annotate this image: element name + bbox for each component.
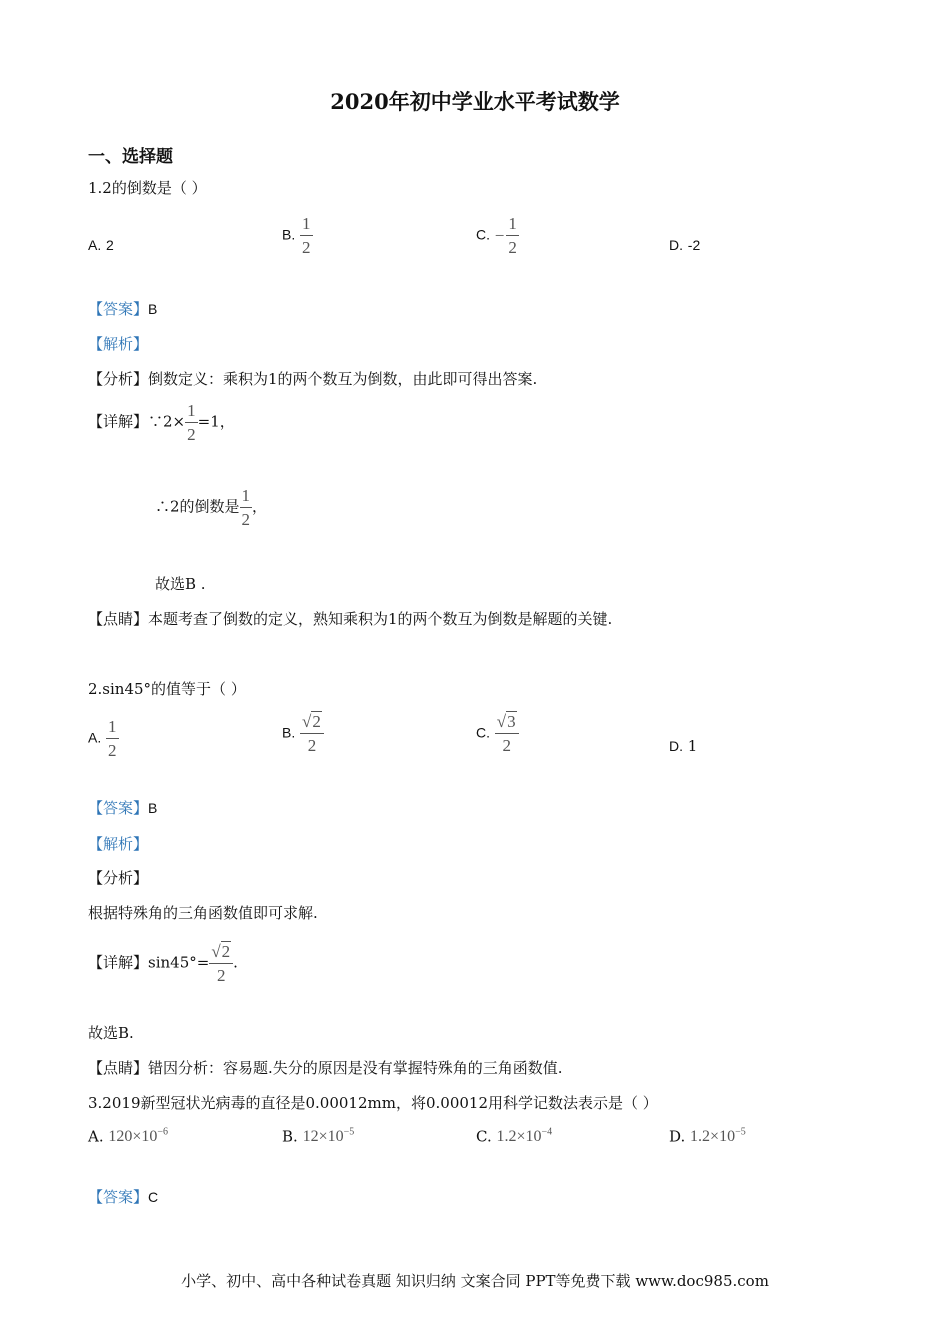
- q2-fenxi-text: 根据特殊角的三角函数值即可求解.: [88, 904, 318, 922]
- denominator: 2: [502, 736, 511, 755]
- q1-step-2: [155, 487, 267, 528]
- fraction: [240, 487, 253, 528]
- denominator: 2: [307, 736, 317, 755]
- q2-step-2: 故选B.: [88, 1024, 134, 1042]
- numerator: 1: [302, 214, 311, 233]
- q1-xiangjie: [88, 402, 235, 443]
- radical-sign: √: [496, 712, 507, 731]
- option-label: A.: [88, 729, 102, 746]
- sci-base: 12×10: [302, 1128, 344, 1146]
- numerator: 1: [241, 486, 251, 505]
- q1-option-d: [669, 236, 700, 254]
- q3-option-a: [88, 1127, 168, 1146]
- q1-option-a: [88, 236, 114, 254]
- fraction: [506, 215, 519, 256]
- radicand: 3: [507, 712, 516, 731]
- option-label: B.: [282, 1127, 298, 1146]
- sqrt-symbol: [302, 713, 322, 730]
- option-label: B.: [282, 226, 296, 243]
- q1-jiexi-tag: 【解析】: [88, 335, 149, 353]
- q2-xiangjie: [88, 943, 238, 984]
- denominator: 2: [187, 425, 196, 444]
- denominator: 2: [108, 741, 117, 760]
- question-1-stem: 1.2的倒数是（ ）: [88, 179, 207, 197]
- xiangjie-pre: sin45°=: [148, 953, 210, 972]
- option-value: 2: [106, 237, 114, 253]
- q2-dianjing: [88, 1057, 563, 1078]
- q2-jiexi-tag: 【解析】: [88, 835, 149, 853]
- q2-option-c: [476, 713, 519, 754]
- question-2-stem: 2.sin45°的值等于（ ）: [88, 680, 246, 698]
- option-label: D.: [669, 738, 683, 754]
- step-post: ，: [252, 497, 268, 516]
- option-label: A.: [88, 1127, 104, 1146]
- sci-base: 120×10: [108, 1128, 158, 1146]
- radicand: 2: [312, 712, 321, 731]
- page-footer: 小学、初中、高中各种试卷真题 知识归纳 文案合同 PPT等免费下载 www.doc985.com: [181, 1272, 769, 1290]
- sci-notation: [303, 1128, 355, 1145]
- numerator: [495, 713, 519, 733]
- dianjing-tag: 【点睛】: [88, 610, 149, 628]
- denominator: 2: [302, 238, 311, 257]
- sci-base: 1.2×10: [496, 1128, 542, 1146]
- xiangjie-post: =1，: [197, 412, 235, 431]
- q3-answer: [88, 1186, 158, 1207]
- answer-tag: 【答案】: [88, 300, 149, 318]
- numerator: 1: [108, 717, 117, 736]
- fraction: [106, 718, 119, 759]
- numerator: [300, 713, 324, 733]
- fraction: [495, 713, 519, 754]
- sci-notation: [108, 1128, 168, 1145]
- q1-fenxi: [88, 368, 537, 389]
- answer-tag: 【答案】: [88, 799, 149, 817]
- radical-sign: √: [211, 942, 221, 961]
- q2-option-b: [282, 713, 324, 754]
- dianjing-text: 本题考查了倒数的定义，熟知乘积为1的两个数互为倒数是解题的关键.: [148, 610, 613, 628]
- answer-value: C: [148, 1189, 159, 1205]
- question-3-stem: 3.2019新型冠状光病毒的直径是0.00012mm，将0.00012用科学记数法表示是（ ）: [88, 1094, 658, 1112]
- step-pre: ∴2的倒数是: [155, 497, 240, 516]
- option-label: D.: [669, 237, 683, 253]
- numerator: 1: [187, 401, 196, 420]
- fraction: [300, 215, 313, 256]
- fenxi-text: 倒数定义：乘积为1的两个数互为倒数，由此即可得出答案.: [148, 370, 538, 388]
- minus-sign: −: [494, 225, 505, 245]
- option-value: 1: [687, 737, 698, 755]
- denominator: 2: [508, 238, 517, 257]
- answer-value: B: [148, 301, 158, 317]
- option-label: D.: [669, 1127, 686, 1146]
- sci-base: 1.2×10: [690, 1128, 736, 1146]
- q2-option-a: [88, 718, 119, 759]
- q1-dianjing: [88, 608, 612, 629]
- sqrt-symbol: [497, 713, 517, 730]
- dianjing-tag: 【点睛】: [88, 1059, 149, 1077]
- page-title: 2020年初中学业水平考试数学: [330, 89, 620, 114]
- sci-exponent: −5: [343, 1127, 355, 1138]
- option-label: B.: [282, 724, 296, 741]
- numerator: 1: [508, 214, 517, 233]
- q3-option-b: [282, 1127, 354, 1146]
- radical-sign: √: [302, 712, 312, 731]
- q3-option-d: [669, 1127, 746, 1146]
- sci-exponent: −6: [157, 1127, 169, 1138]
- answer-tag: 【答案】: [88, 1188, 149, 1206]
- section-heading: 一、选择题: [88, 147, 173, 167]
- q1-step-3: 故选B .: [155, 575, 206, 593]
- option-label: C.: [476, 226, 490, 243]
- sci-notation: [690, 1128, 746, 1145]
- q1-option-b: [282, 215, 313, 256]
- xiangjie-pre: ∵2×: [148, 412, 186, 431]
- q3-option-c: [476, 1127, 552, 1146]
- answer-value: B: [148, 800, 158, 816]
- denominator: 2: [241, 510, 251, 529]
- xiangjie-post: .: [233, 953, 238, 972]
- option-value: -2: [687, 237, 701, 253]
- radicand: 2: [221, 942, 231, 961]
- fenxi-tag: 【分析】: [88, 370, 149, 388]
- q2-answer: [88, 797, 157, 818]
- xiangjie-tag: 【详解】: [88, 953, 149, 972]
- sci-notation: [497, 1128, 553, 1145]
- fraction: [300, 713, 324, 754]
- sci-exponent: −4: [541, 1127, 553, 1138]
- sqrt-symbol: [211, 943, 231, 960]
- numerator: [209, 943, 233, 963]
- q2-fenxi-tag: 【分析】: [88, 869, 149, 887]
- q1-option-c: [476, 215, 519, 256]
- fraction: [185, 402, 198, 443]
- dianjing-text: 错因分析：容易题.失分的原因是没有掌握特殊角的三角函数值.: [148, 1059, 563, 1077]
- q2-option-d: [669, 737, 697, 755]
- option-label: A.: [88, 237, 102, 253]
- q1-answer: [88, 298, 157, 319]
- denominator: 2: [217, 966, 226, 985]
- sci-exponent: −5: [735, 1127, 746, 1138]
- xiangjie-tag: 【详解】: [88, 412, 149, 431]
- fraction: [209, 943, 233, 984]
- option-label: C.: [476, 724, 490, 741]
- option-label: C.: [476, 1127, 492, 1146]
